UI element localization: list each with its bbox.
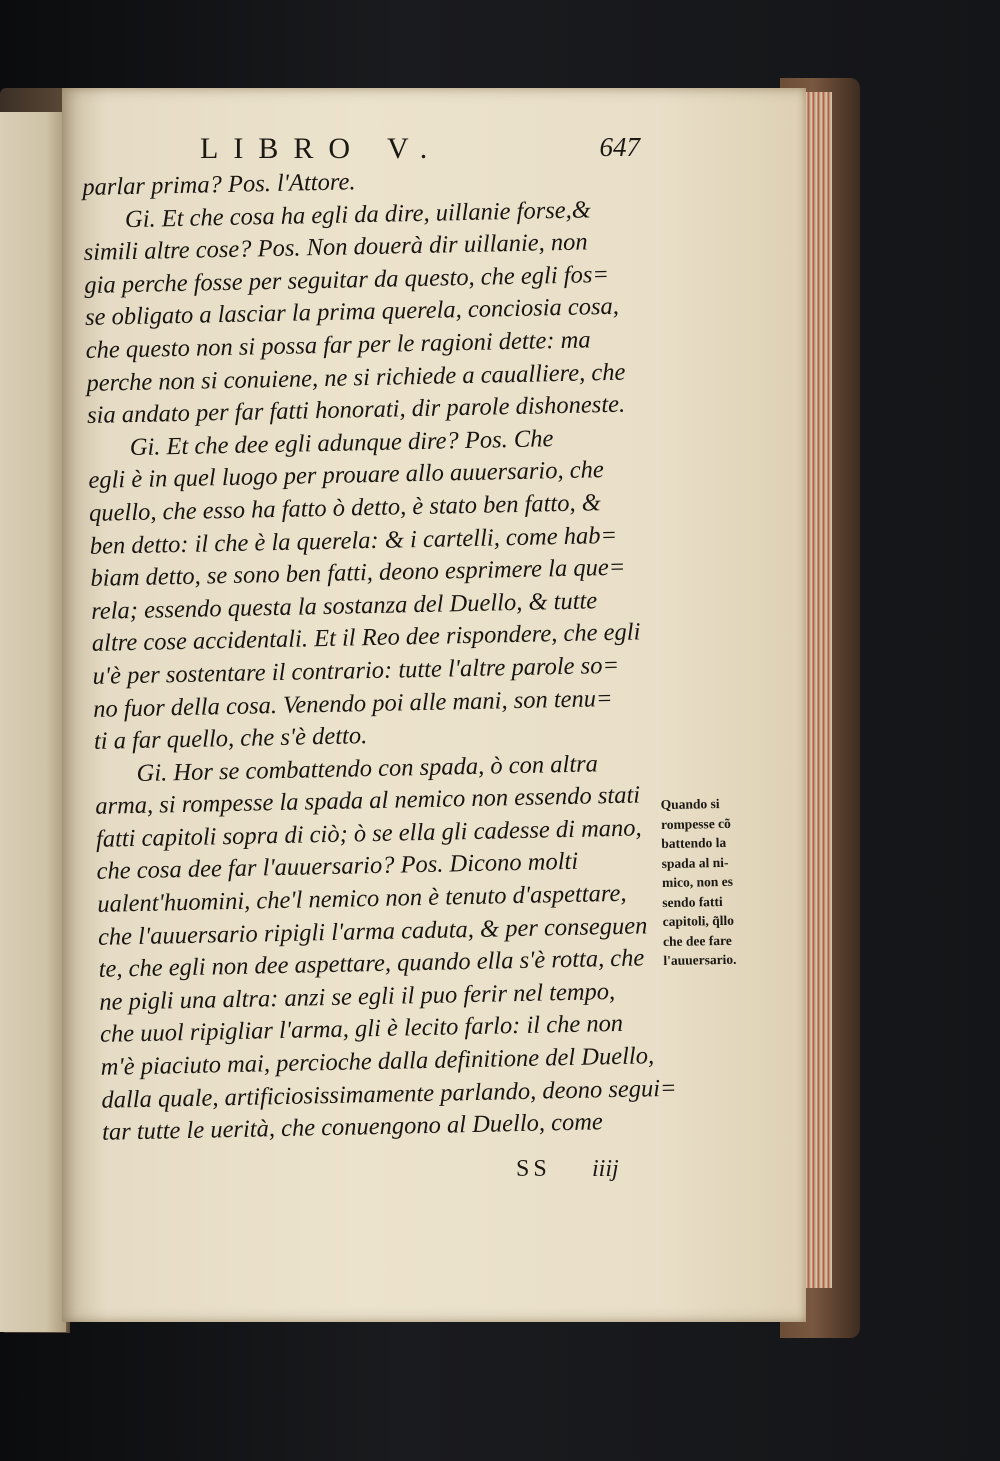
marginal-note-line: battendo la xyxy=(661,834,727,852)
marginal-note-line: sendo fatti xyxy=(662,893,723,910)
marginal-note-line: capitoli, q̃llo xyxy=(662,912,735,930)
marginal-note xyxy=(660,793,783,971)
page-number: 647 xyxy=(599,132,640,162)
text-line: sia andato per far fatti honorati, dir parole dishoneste. xyxy=(86,390,626,430)
marginal-note-line: l'auuersario. xyxy=(663,951,737,969)
left-page-edge xyxy=(0,112,68,1332)
text-line: ualent'huomini, che'l nemico non è tenuto d'aspettare, xyxy=(97,879,627,918)
text-line: u'è per sostentare il contrario: tutte l'altre parole so= xyxy=(92,651,620,690)
text-line: gia perche fosse per seguitar da questo, che egli fos= xyxy=(84,260,610,299)
marginal-note-line: Quando si xyxy=(660,796,720,813)
signature-number: iiij xyxy=(592,1156,619,1182)
text-line: ben detto: il che è la querela: & i cartelli, come hab= xyxy=(89,521,618,560)
signature-mark xyxy=(516,1148,666,1188)
marginal-note-line: rompesse cõ xyxy=(660,815,731,832)
text-line: che cosa dee far l'auuersario? Pos. Dicono molti xyxy=(96,848,579,886)
text-line: perche non si conuiene, ne si richiede a caualliere, che xyxy=(86,358,626,397)
text-line: altre cose accidentali. Et il Reo dee rispondere, che egli xyxy=(91,618,641,658)
text-line: te, che egli non dee aspettare, quando ella s'è rotta, che xyxy=(98,944,645,984)
text-line: fatti capitoli sopra di ciò; ò se ella gli cadesse di mano, xyxy=(95,814,642,853)
text-line: egli è in quel luogo per prouare allo auuersario, che xyxy=(88,456,604,495)
text-line: se obligato a lasciar la prima querela, conciosia cosa, xyxy=(84,293,620,332)
text-line: m'è piaciuto mai, percioche dalla definitione del Duello, xyxy=(100,1042,655,1081)
text-line: dalla quale, artificiosissimamente parlando, deono segui= xyxy=(101,1074,677,1114)
text-line: ti a far quello, che s'è detto. xyxy=(93,722,368,755)
text-line: che questo non si possa far per le ragioni dette: ma xyxy=(85,326,591,364)
text-line: arma, si rompesse la spada al nemico non essendo stati xyxy=(95,781,641,821)
signature-letters: SS xyxy=(516,1156,551,1182)
marginal-note-line: che dee fare xyxy=(662,932,732,949)
text-line: Gi. Et che cosa ha egli da dire, uillanie forse,& xyxy=(124,195,592,233)
marginal-note-line: mico, non es xyxy=(661,873,733,891)
text-line: tar tutte le uerità, che conuengono al Duello, come xyxy=(101,1108,604,1147)
text-line: no fuor della cosa. Venendo poi alle mani, son tenu= xyxy=(92,684,613,723)
text-line: parlar prima? Pos. l'Attore. xyxy=(82,168,356,201)
body-text xyxy=(82,160,692,1150)
text-line: biam detto, se sono ben fatti, deono esprimere la que= xyxy=(90,553,626,593)
text-line: rela; essendo questa la sostanza del Duello, & tutte xyxy=(90,587,598,625)
text-line: che l'auuersario ripigli l'arma caduta, & per conseguen xyxy=(97,911,648,951)
text-line: Gi. Hor se combattendo con spada, ò con altra xyxy=(136,750,599,787)
text-line: quello, che esso ha fatto ò detto, è stato ben fatto, & xyxy=(88,489,602,527)
marginal-note-line: spada al ni- xyxy=(661,854,729,871)
text-line: simili altre cose? Pos. Non douerà dir uillanie, non xyxy=(83,228,588,267)
running-title: LIBRO V. xyxy=(200,132,443,165)
text-line: Gi. Et che dee egli adunque dire? Pos. Che xyxy=(129,424,554,461)
text-line: ne pigli una altra: anzi se egli il puo ferir nel tempo, xyxy=(99,977,616,1016)
text-line: che uuol ripigliar l'arma, gli è lecito farlo: il che non xyxy=(99,1010,624,1049)
